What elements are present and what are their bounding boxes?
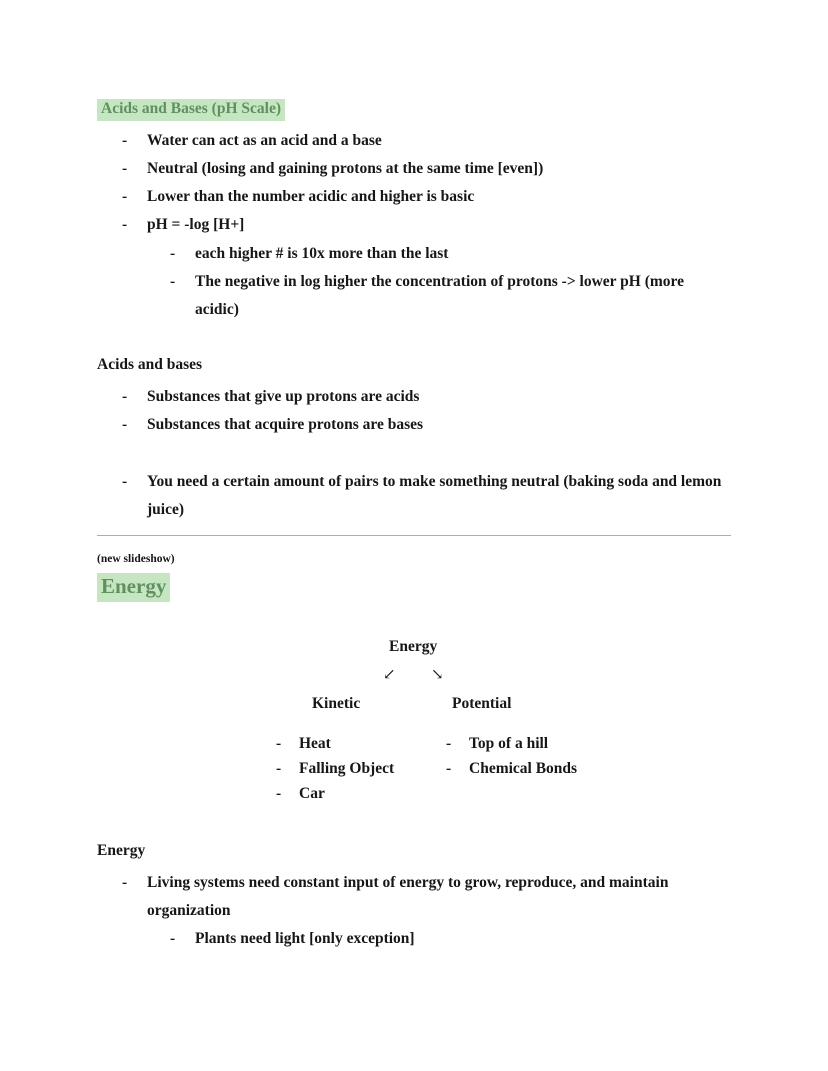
list-item bbox=[446, 756, 577, 781]
bullet-dash: - bbox=[170, 930, 176, 947]
bullet-dash: - bbox=[170, 245, 176, 262]
heading-energy: Energy bbox=[97, 573, 170, 602]
list-item-text: Substances that acquire protons are bases bbox=[147, 416, 424, 433]
list-item-text: Water can act as an acid and a base bbox=[147, 132, 382, 149]
list-item bbox=[170, 240, 730, 268]
arrow-down-left-icon: ↙ bbox=[383, 667, 396, 683]
diagram-branch-label-potential: Potential bbox=[452, 695, 512, 712]
bullet-dash: - bbox=[446, 735, 452, 752]
list-item-text: each higher # is 10x more than the last bbox=[195, 245, 449, 262]
bullet-dash: - bbox=[122, 388, 128, 405]
list-item bbox=[122, 869, 752, 925]
list-item bbox=[122, 468, 722, 524]
list-item bbox=[170, 268, 700, 324]
bullet-dash: - bbox=[122, 473, 128, 490]
section-divider bbox=[97, 535, 731, 536]
bullet-dash: - bbox=[170, 273, 176, 290]
heading-acids-and-bases-ph-scale: Acids and Bases (pH Scale) bbox=[97, 99, 285, 121]
bullet-dash: - bbox=[122, 216, 128, 233]
bullet-dash: - bbox=[122, 188, 128, 205]
new-slideshow-note: (new slideshow) bbox=[97, 553, 175, 565]
list-item-text: You need a certain amount of pairs to make something neutral (baking soda and lemon juice) bbox=[147, 473, 722, 518]
list-item bbox=[122, 127, 742, 155]
list-item bbox=[122, 383, 742, 411]
arrow-down-right-icon: ↘ bbox=[431, 667, 444, 683]
heading-acids-and-bases: Acids and bases bbox=[97, 356, 203, 373]
bullet-dash: - bbox=[122, 160, 128, 177]
bullet-dash: - bbox=[276, 760, 282, 777]
list-item-text: The negative in log higher the concentration of protons -> lower pH (more acidic) bbox=[195, 273, 685, 318]
list-item-text: Falling Object bbox=[299, 760, 395, 777]
list-item bbox=[446, 731, 548, 756]
list-item-text: pH = -log [H+] bbox=[147, 216, 245, 233]
list-item-text: Car bbox=[299, 785, 325, 802]
list-item bbox=[122, 211, 742, 239]
heading-energy-notes: Energy bbox=[97, 842, 146, 859]
bullet-dash: - bbox=[122, 132, 128, 149]
diagram-root-label: Energy bbox=[389, 638, 438, 655]
list-item-text: Living systems need constant input of energy to grow, reproduce, and maintain organization bbox=[147, 874, 669, 919]
list-item-text: Plants need light [only exception] bbox=[195, 930, 415, 947]
list-item bbox=[122, 155, 742, 183]
diagram-branch-label-kinetic: Kinetic bbox=[312, 695, 361, 712]
bullet-dash: - bbox=[122, 416, 128, 433]
list-item-text: Top of a hill bbox=[469, 735, 549, 752]
list-item-text: Neutral (losing and gaining protons at the same time [even]) bbox=[147, 160, 544, 177]
list-item-text: Substances that give up protons are acids bbox=[147, 388, 420, 405]
bullet-dash: - bbox=[122, 874, 128, 891]
list-item-text: Heat bbox=[299, 735, 331, 752]
list-item bbox=[276, 756, 394, 781]
list-item bbox=[276, 731, 331, 756]
bullet-dash: - bbox=[276, 785, 282, 802]
list-item-text: Chemical Bonds bbox=[469, 760, 578, 777]
list-item bbox=[122, 183, 742, 211]
list-item-text: Lower than the number acidic and higher is basic bbox=[147, 188, 475, 205]
bullet-dash: - bbox=[446, 760, 452, 777]
list-item bbox=[122, 411, 742, 439]
list-item bbox=[170, 925, 730, 953]
bullet-dash: - bbox=[276, 735, 282, 752]
list-item bbox=[276, 781, 325, 806]
